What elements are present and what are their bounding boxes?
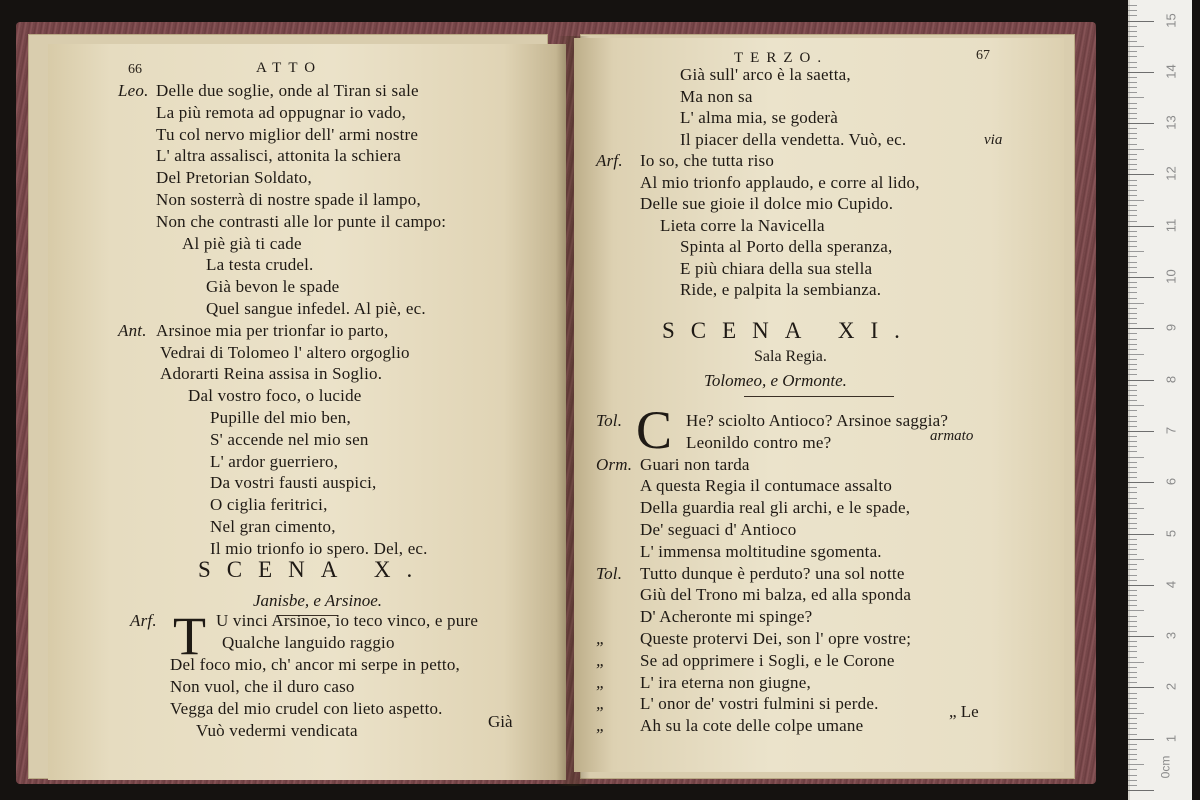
ruler-tick <box>1128 364 1137 365</box>
verse-line: E più chiara della sua stella <box>680 258 873 278</box>
ruler-tick <box>1128 236 1137 237</box>
ruler-number: 3 <box>1163 631 1179 640</box>
ruler-tick <box>1128 416 1137 417</box>
verse-line: L' altra assalisci, attonita la schiera <box>156 146 401 166</box>
verse-line: U vinci Arsinoe, io teco vinco, e pure <box>216 611 479 630</box>
ruler-tick <box>1128 775 1137 776</box>
ruler-tick <box>1128 431 1154 432</box>
ruler-tick <box>1128 231 1137 232</box>
ruler-tick <box>1128 92 1137 93</box>
verse-line: L' ira eterna non giugne, <box>640 672 811 692</box>
ruler-tick <box>1128 333 1137 334</box>
ruler-tick <box>1128 385 1137 386</box>
verse-line: Lieta corre la Navicella <box>660 215 825 235</box>
verse-line: L' immensa moltitudine sgomenta. <box>640 541 882 561</box>
right-catchword: „ Le <box>949 702 979 721</box>
ruler-tick <box>1128 26 1137 27</box>
verse-line: Già bevon le spade <box>206 277 340 297</box>
ruler-tick <box>1128 503 1137 504</box>
ruler-tick <box>1128 616 1137 617</box>
ruler-tick <box>1128 164 1137 165</box>
ruler-tick <box>1128 790 1154 791</box>
ruler-tick <box>1128 349 1137 350</box>
speaker-label: Arf. <box>596 151 623 170</box>
ruler-tick <box>1128 180 1137 181</box>
ruler-tick <box>1128 138 1137 139</box>
speaker-label: Tol. <box>596 411 623 430</box>
ruler-tick <box>1128 277 1154 278</box>
scene-xi-place: Sala Regia. <box>754 348 827 365</box>
ruler-tick <box>1128 759 1137 760</box>
verse-line: Il piacer della vendetta. Vuò, ec. <box>680 129 907 149</box>
ruler-tick <box>1128 323 1137 324</box>
ruler-tick <box>1128 256 1137 257</box>
verse-line: Tu col nervo miglior dell' armi nostre <box>156 124 419 144</box>
ruler-tick <box>1128 339 1137 340</box>
ruler-tick <box>1128 287 1137 288</box>
verse-line: Nel gran cimento, <box>210 517 336 536</box>
ruler-tick <box>1128 621 1137 622</box>
ruler-unit-label: 0cm <box>1158 755 1173 779</box>
ruler-tick <box>1128 185 1137 186</box>
ruler-number: 1 <box>1163 734 1179 742</box>
ruler-tick <box>1128 67 1137 68</box>
ruler-tick <box>1128 600 1137 601</box>
verse-line: Tutto dunque è perduto? una sol notte <box>640 563 905 583</box>
scene-xi-heading: SCENA XI. <box>662 318 916 343</box>
ruler-tick <box>1128 610 1144 611</box>
ruler-tick <box>1128 313 1137 314</box>
ruler-tick <box>1128 754 1137 755</box>
ruler-tick <box>1128 651 1137 652</box>
ruler-tick <box>1128 292 1137 293</box>
ruler-tick <box>1128 544 1137 545</box>
ruler-tick <box>1128 15 1137 16</box>
ruler-tick <box>1128 374 1137 375</box>
ruler-tick <box>1128 713 1144 714</box>
speaker-label: „ <box>596 716 606 736</box>
ruler-tick <box>1128 564 1137 565</box>
verse-line: De' seguaci d' Antioco <box>640 520 797 539</box>
ruler-tick <box>1128 82 1137 83</box>
ruler-tick <box>1128 734 1137 735</box>
ruler-tick <box>1128 154 1137 155</box>
ruler-number: 15 <box>1163 12 1179 28</box>
ruler-tick <box>1128 251 1144 252</box>
ruler-tick <box>1128 400 1137 401</box>
speaker-label: Arf. <box>130 611 157 630</box>
scene-x-heading: SCENA X. <box>198 557 429 582</box>
ruler-tick <box>1128 308 1137 309</box>
ruler-tick <box>1128 539 1137 540</box>
speaker-label: „ <box>596 672 606 692</box>
ruler-tick <box>1128 728 1137 729</box>
ruler-tick <box>1128 559 1144 560</box>
measuring-ruler <box>1128 0 1192 800</box>
verse-line: Delle sue gioie il dolce mio Cupido. <box>640 194 894 213</box>
ruler-tick <box>1128 764 1144 765</box>
ruler-tick <box>1128 636 1154 637</box>
ruler-tick <box>1128 523 1137 524</box>
ruler-tick <box>1128 590 1137 591</box>
ruler-tick <box>1128 72 1154 73</box>
ruler-tick <box>1128 477 1137 478</box>
verse-line: He? sciolto Antioco? Arsinoe saggia? <box>686 411 949 430</box>
ruler-tick <box>1128 97 1144 98</box>
ruler-tick <box>1128 498 1137 499</box>
ruler-tick <box>1128 462 1137 463</box>
verse-line: Il mio trionfo io spero. Del, ec. <box>210 538 428 558</box>
ruler-tick <box>1128 518 1137 519</box>
ruler-tick <box>1128 128 1137 129</box>
ruler-tick <box>1128 205 1137 206</box>
ruler-tick <box>1128 51 1137 52</box>
right-page <box>574 38 1064 772</box>
speaker-label: Leo. <box>118 81 149 100</box>
verse-line: Queste protervi Dei, son l' opre vostre; <box>640 629 912 648</box>
ruler-number: 4 <box>1163 580 1179 588</box>
verse-line: Della guardia real gli archi, e le spade, <box>640 498 911 518</box>
verse-line: L' ardor guerriero, <box>210 451 339 471</box>
ruler-tick <box>1128 221 1137 222</box>
ruler-tick <box>1128 159 1137 160</box>
verse-line: Del foco mio, ch' ancor mi serpe in petto, <box>170 655 460 674</box>
speaker-label: „ <box>596 650 606 670</box>
ruler-tick <box>1128 528 1137 529</box>
ruler-tick <box>1128 10 1137 11</box>
ruler-tick <box>1128 118 1137 119</box>
verse-line: Non vuol, che il duro caso <box>170 677 355 696</box>
exit-direction: via <box>984 132 1003 148</box>
ruler-tick <box>1128 108 1137 109</box>
verse-line: S' accende nel mio sen <box>210 429 369 449</box>
ruler-tick <box>1128 718 1137 719</box>
ruler-tick <box>1128 354 1144 355</box>
ruler-tick <box>1128 405 1144 406</box>
ruler-number: 11 <box>1163 218 1179 232</box>
ruler-tick <box>1128 395 1137 396</box>
ruler-number: 5 <box>1163 529 1179 537</box>
verse-line: Delle due soglie, onde al Tiran si sale <box>156 81 419 100</box>
verse-line: L' onor de' vostri fulmini si perde. <box>640 694 879 714</box>
ruler-tick <box>1128 344 1137 345</box>
speaker-label: Orm. <box>596 454 633 474</box>
speaker-label: „ <box>596 629 606 648</box>
ruler-tick <box>1128 472 1137 473</box>
verse-line: Non che contrasti alle lor punte il campo: <box>156 211 447 231</box>
ruler-tick <box>1128 739 1154 740</box>
ruler-tick <box>1128 626 1137 627</box>
ruler-tick <box>1128 534 1154 535</box>
ruler-number: 13 <box>1163 115 1179 130</box>
left-page <box>48 44 566 780</box>
ruler-tick <box>1128 390 1137 391</box>
speaker-label: Ant. <box>118 320 147 340</box>
ruler-tick <box>1128 672 1137 673</box>
verse-line: Leonildo contro me? <box>686 432 832 452</box>
ruler-tick <box>1128 123 1154 124</box>
ruler-number: 9 <box>1163 324 1179 332</box>
ruler-tick <box>1128 605 1137 606</box>
ruler-tick <box>1128 87 1137 88</box>
scene-xi-rule <box>744 396 894 397</box>
ruler-tick <box>1128 421 1137 422</box>
verse-line: Vegga del mio crudel con lieto aspetto. <box>170 699 443 718</box>
verse-line: Del Pretorian Soldato, <box>156 168 312 188</box>
ruler-tick <box>1128 487 1137 488</box>
left-page-number: 66 <box>128 62 142 77</box>
ruler-tick <box>1128 677 1137 678</box>
verse-line: Ma non sa <box>680 86 753 106</box>
verse-line: Pupille del mio ben, <box>210 408 351 427</box>
ruler-number: 2 <box>1163 683 1179 691</box>
ruler-tick <box>1128 667 1137 668</box>
verse-line: Qualche languido raggio <box>222 633 395 652</box>
verse-line: Al mio trionfo applaudo, e corre al lido, <box>640 172 920 192</box>
ruler-tick <box>1128 328 1154 329</box>
ruler-tick <box>1128 646 1137 647</box>
ruler-tick <box>1128 282 1137 283</box>
stage-note-armato: armato <box>930 428 974 444</box>
verse-line: Quel sangue infedel. Al piè, ec. <box>206 299 426 318</box>
ruler-tick <box>1128 457 1144 458</box>
ruler-tick <box>1128 631 1137 632</box>
ruler-tick <box>1128 359 1137 360</box>
ruler-tick <box>1128 595 1137 596</box>
ruler-tick <box>1128 31 1137 32</box>
ruler-tick <box>1128 785 1137 786</box>
ruler-tick <box>1128 723 1137 724</box>
verse-line: Arsinoe mia per trionfar io parto, <box>156 320 389 340</box>
ruler-tick <box>1128 21 1154 22</box>
verse-line: La testa crudel. <box>206 255 314 275</box>
ruler-tick <box>1128 41 1137 42</box>
verse-line: O ciglia feritrici, <box>210 495 328 515</box>
scene-x-characters: Janisbe, e Arsinoe. <box>253 591 383 610</box>
verse-line: Non sosterrà di nostre spade il lampo, <box>156 190 421 209</box>
ruler-tick <box>1128 36 1137 37</box>
ruler-tick <box>1128 113 1137 114</box>
ruler-tick <box>1128 246 1137 247</box>
ruler-tick <box>1128 272 1137 273</box>
ruler-tick <box>1128 580 1137 581</box>
ruler-tick <box>1128 303 1144 304</box>
verse-line: Spinta al Porto della speranza, <box>680 237 893 256</box>
ruler-tick <box>1128 369 1137 370</box>
ruler-tick <box>1128 380 1154 381</box>
scene-xi-drop-cap: C <box>636 400 673 460</box>
right-running-head: TERZO. <box>734 50 829 66</box>
ruler-tick <box>1128 698 1137 699</box>
ruler-tick <box>1128 133 1137 134</box>
ruler-tick <box>1128 467 1137 468</box>
ruler-number: 7 <box>1163 426 1179 435</box>
ruler-tick <box>1128 56 1137 57</box>
ruler-tick <box>1128 195 1137 196</box>
verse-line: Vedrai di Tolomeo l' altero orgoglio <box>160 342 410 362</box>
ruler-tick <box>1128 62 1137 63</box>
verse-line: D' Acheronte mi spinge? <box>640 607 813 627</box>
verse-line: Vuò vedermi vendicata <box>196 721 358 740</box>
ruler-tick <box>1128 103 1137 104</box>
ruler-tick <box>1128 77 1137 78</box>
ruler-tick <box>1128 190 1137 191</box>
ruler-tick <box>1128 554 1137 555</box>
verse-line: Da vostri fausti auspici, <box>210 473 377 493</box>
ruler-tick <box>1128 144 1137 145</box>
ruler-tick <box>1128 426 1137 427</box>
ruler-tick <box>1128 5 1137 6</box>
ruler-tick <box>1128 492 1137 493</box>
verse-line: Al piè già ti cade <box>182 233 302 253</box>
ruler-tick <box>1128 267 1137 268</box>
verse-line: Dal vostro foco, o lucide <box>188 386 362 406</box>
ruler-tick <box>1128 575 1137 576</box>
ruler-number: 8 <box>1163 375 1179 383</box>
ruler-tick <box>1128 174 1154 175</box>
ruler-tick <box>1128 318 1137 319</box>
ruler-tick <box>1128 226 1154 227</box>
ruler-tick <box>1128 210 1137 211</box>
ruler-tick <box>1128 46 1144 47</box>
ruler-tick <box>1128 513 1137 514</box>
speaker-label: „ <box>596 694 606 714</box>
verse-line: Adorarti Reina assisa in Soglio. <box>160 364 383 384</box>
ruler-tick <box>1128 262 1137 263</box>
ruler-tick <box>1128 446 1137 447</box>
ruler-tick <box>1128 687 1154 688</box>
ruler-tick <box>1128 569 1137 570</box>
verse-line: Se ad opprimere i Sogli, e le Corone <box>640 650 895 670</box>
scene-xi-characters: Tolomeo, e Ormonte. <box>704 371 847 390</box>
ruler-tick <box>1128 436 1137 437</box>
ruler-tick <box>1128 585 1154 586</box>
left-catchword: Già <box>488 712 513 731</box>
ruler-tick <box>1128 693 1137 694</box>
ruler-tick <box>1128 780 1137 781</box>
verse-line: Già sull' arco è la saetta, <box>680 65 851 84</box>
left-running-head: ATTO <box>256 60 323 76</box>
ruler-tick <box>1128 241 1137 242</box>
ruler-tick <box>1128 549 1137 550</box>
ruler-tick <box>1128 641 1137 642</box>
verse-line: L' alma mia, se goderà <box>680 108 839 127</box>
ruler-tick <box>1128 149 1144 150</box>
verse-line: Giù del Trono mi balza, ed alla sponda <box>640 585 912 605</box>
verse-line: Ah su la cote delle colpe umane <box>640 716 864 736</box>
ruler-tick <box>1128 441 1137 442</box>
ruler-number: 6 <box>1163 478 1179 486</box>
ruler-tick <box>1128 682 1137 683</box>
ruler-tick <box>1128 662 1144 663</box>
ruler-tick <box>1128 708 1137 709</box>
right-page-number: 67 <box>976 48 990 63</box>
ruler-number: 12 <box>1163 166 1179 182</box>
ruler-tick <box>1128 298 1137 299</box>
verse-line: Ride, e palpita la sembianza. <box>680 280 882 299</box>
ruler-tick <box>1128 657 1137 658</box>
speaker-label: Tol. <box>596 563 623 583</box>
ruler-tick <box>1128 749 1137 750</box>
ruler-tick <box>1128 769 1137 770</box>
ruler-tick <box>1128 703 1137 704</box>
ruler-tick <box>1128 451 1137 452</box>
scene-x-drop-cap: T <box>173 606 206 666</box>
verse-line: Guari non tarda <box>640 454 750 474</box>
verse-line: La più remota ad oppugnar io vado, <box>156 102 406 122</box>
ruler-tick <box>1128 200 1144 201</box>
ruler-number: 10 <box>1163 269 1179 284</box>
ruler-tick <box>1128 169 1137 170</box>
verse-line: Io so, che tutta riso <box>640 151 775 170</box>
ruler-tick <box>1128 508 1144 509</box>
ruler-tick <box>1128 744 1137 745</box>
ruler-tick <box>1128 215 1137 216</box>
ruler-tick <box>1128 410 1137 411</box>
ruler-tick <box>1128 482 1154 483</box>
verse-line: A questa Regia il contumace assalto <box>640 476 893 496</box>
ruler-number: 14 <box>1163 64 1179 79</box>
